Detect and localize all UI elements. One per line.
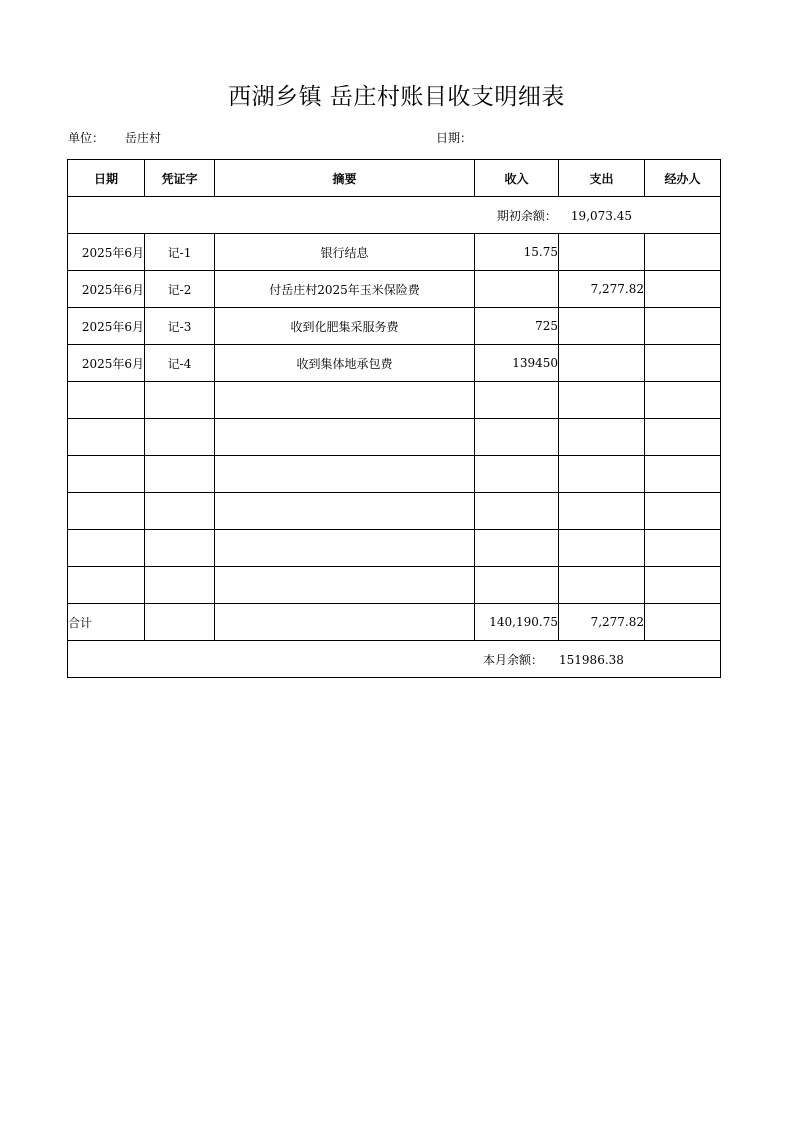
table-row [68, 345, 721, 382]
header-summary: 摘要 [215, 160, 475, 197]
row-summary [215, 567, 475, 604]
row-handler [645, 345, 721, 382]
row-handler [645, 493, 721, 530]
row-income [475, 456, 559, 493]
row-handler [645, 530, 721, 567]
row-summary [215, 530, 475, 567]
header-date: 日期 [68, 160, 145, 197]
ledger-table [67, 159, 721, 678]
row-income: 15.75 [475, 234, 559, 271]
table-row [68, 456, 721, 493]
row-handler [645, 382, 721, 419]
table-row [68, 419, 721, 456]
unit-label: 单位： [68, 131, 105, 145]
row-income [475, 530, 559, 567]
row-date [68, 382, 145, 419]
unit-value: 岳庄村 [125, 131, 162, 145]
row-voucher [145, 419, 215, 456]
row-expense [559, 308, 645, 345]
table-row [68, 530, 721, 567]
row-expense [559, 567, 645, 604]
header-income: 收入 [475, 160, 559, 197]
total-summary-empty [215, 604, 475, 641]
row-voucher: 记-1 [145, 234, 215, 271]
row-handler [645, 308, 721, 345]
header-row [68, 160, 721, 197]
closing-balance-label: 本月余额： [483, 652, 544, 667]
row-income [475, 567, 559, 604]
row-expense [559, 456, 645, 493]
row-date [68, 567, 145, 604]
table-row [68, 271, 721, 308]
date-label: 日期： [436, 131, 473, 145]
row-expense [559, 493, 645, 530]
opening-balance-row [68, 197, 721, 234]
row-date: 2025年6月 [68, 234, 145, 271]
row-voucher: 记-4 [145, 345, 215, 382]
row-summary: 付岳庄村2025年玉米保险费 [215, 271, 475, 308]
row-summary: 收到化肥集采服务费 [215, 308, 475, 345]
row-expense [559, 530, 645, 567]
row-expense [559, 234, 645, 271]
row-expense [559, 419, 645, 456]
row-expense [559, 345, 645, 382]
table-row [68, 382, 721, 419]
row-date [68, 419, 145, 456]
row-voucher [145, 382, 215, 419]
row-voucher: 记-2 [145, 271, 215, 308]
row-date: 2025年6月 [68, 345, 145, 382]
row-date [68, 530, 145, 567]
row-income [475, 271, 559, 308]
row-voucher: 记-3 [145, 308, 215, 345]
table-row [68, 308, 721, 345]
row-income [475, 419, 559, 456]
row-handler [645, 456, 721, 493]
row-income: 725 [475, 308, 559, 345]
page-title: 西湖乡镇 岳庄村账目收支明细表 [228, 84, 565, 110]
row-voucher [145, 567, 215, 604]
row-summary [215, 456, 475, 493]
row-handler [645, 271, 721, 308]
table-row [68, 493, 721, 530]
row-handler [645, 419, 721, 456]
row-expense: 7,277.82 [559, 271, 645, 308]
total-income: 140,190.75 [475, 604, 559, 641]
row-income [475, 493, 559, 530]
row-handler [645, 234, 721, 271]
total-label: 合计 [68, 604, 145, 641]
row-summary: 收到集体地承包费 [215, 345, 475, 382]
row-expense [559, 382, 645, 419]
row-handler [645, 567, 721, 604]
row-summary [215, 493, 475, 530]
header-expense: 支出 [559, 160, 645, 197]
opening-balance-label: 期初余额： [496, 208, 557, 223]
row-voucher [145, 493, 215, 530]
table-row [68, 567, 721, 604]
total-voucher-empty [145, 604, 215, 641]
total-handler-empty [645, 604, 721, 641]
total-row [68, 604, 721, 641]
row-date: 2025年6月 [68, 308, 145, 345]
row-voucher [145, 456, 215, 493]
closing-balance-row [68, 641, 721, 678]
row-date: 2025年6月 [68, 271, 145, 308]
row-summary [215, 419, 475, 456]
table-row [68, 234, 721, 271]
row-voucher [145, 530, 215, 567]
row-summary: 银行结息 [215, 234, 475, 271]
closing-balance-value: 151986.38 [559, 652, 624, 667]
row-summary [215, 382, 475, 419]
row-date [68, 493, 145, 530]
total-expense: 7,277.82 [559, 604, 645, 641]
header-handler: 经办人 [645, 160, 721, 197]
header-voucher: 凭证字 [145, 160, 215, 197]
row-income [475, 382, 559, 419]
row-date [68, 456, 145, 493]
opening-balance-value: 19,073.45 [570, 208, 632, 223]
row-income: 139450 [475, 345, 559, 382]
